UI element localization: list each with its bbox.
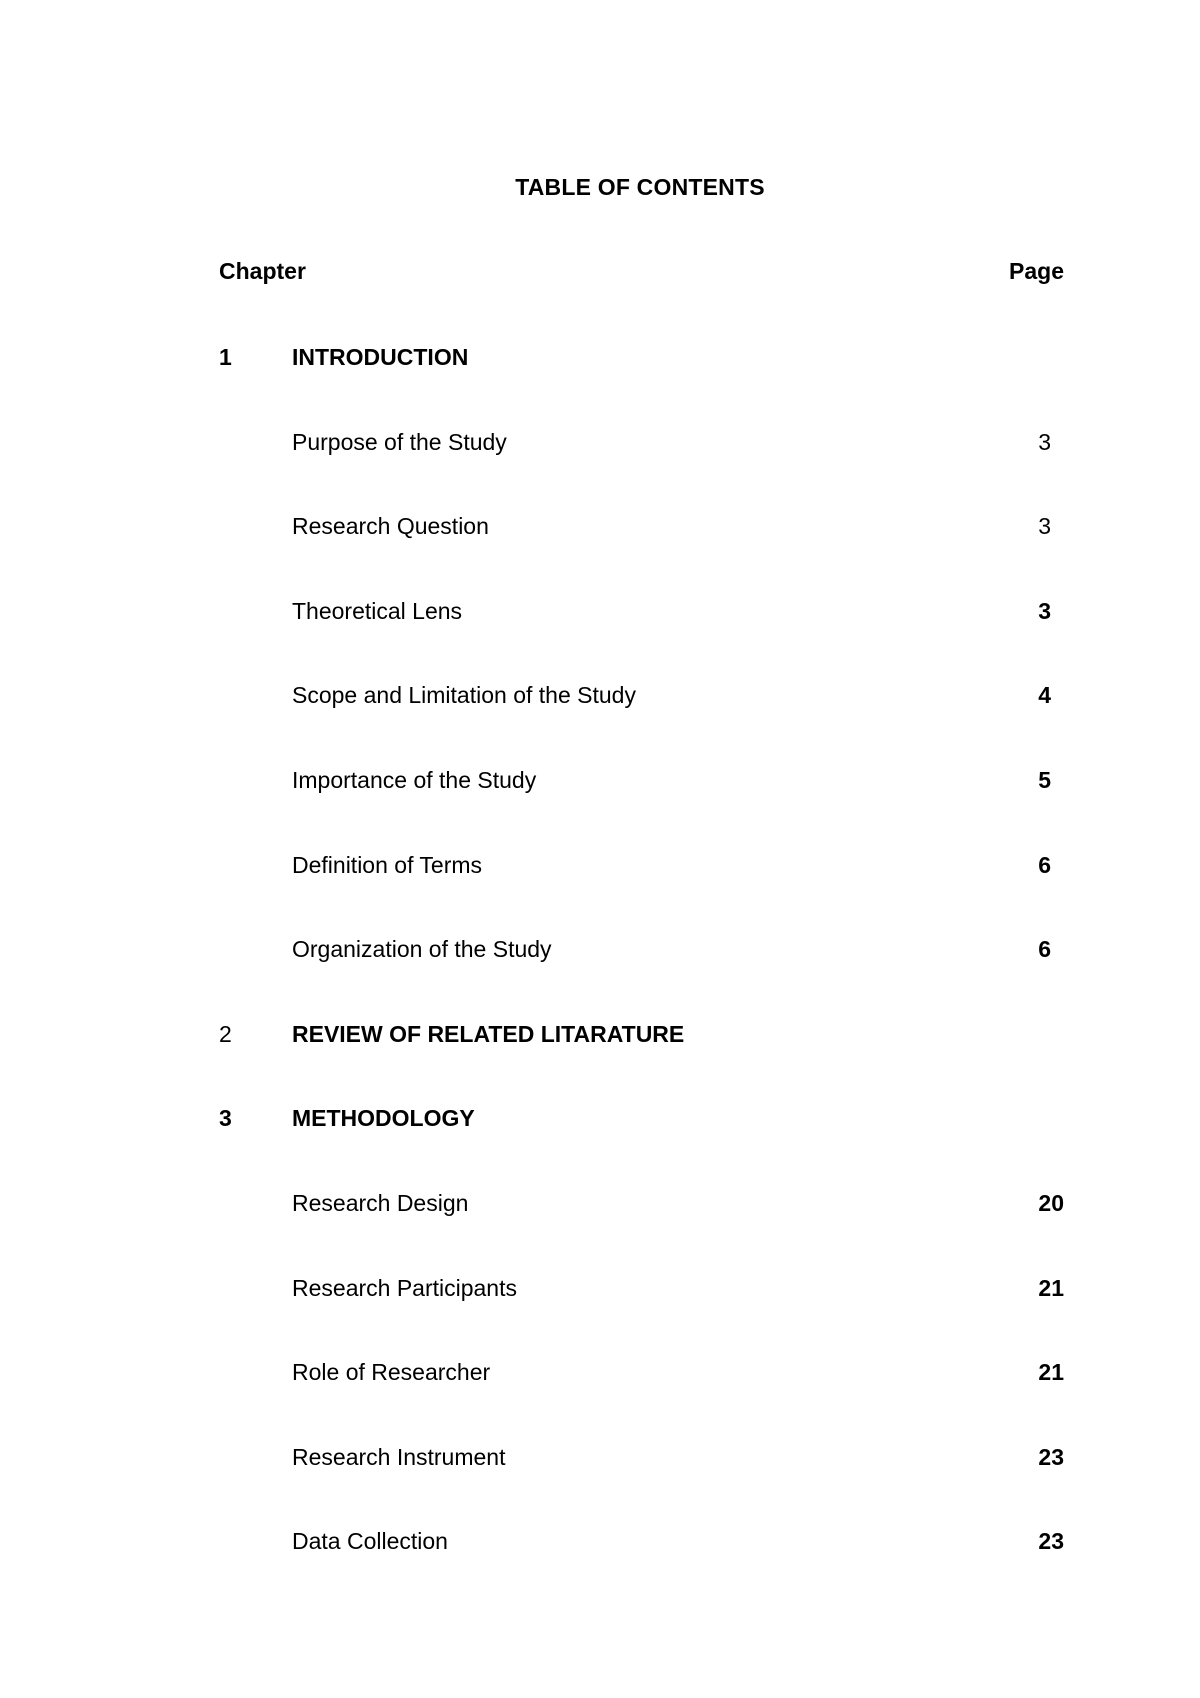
toc-chapter-number: 1 [219,344,232,370]
toc-section-row [219,838,1064,923]
toc-page-number: 3 [1038,513,1051,540]
toc-page-number: 3 [1038,428,1051,455]
toc-section-row [219,1176,1064,1261]
toc-section-title: Scope and Limitation of the Study [292,682,636,709]
toc-section-row [219,668,1064,753]
page-title: TABLE OF CONTENTS [515,174,765,200]
toc-section-title: Organization of the Study [292,936,552,963]
toc-section-row [219,1345,1064,1430]
toc-section-title: Theoretical Lens [292,597,463,624]
toc-section-row [219,415,1064,500]
toc-page-number: 23 [1038,1528,1064,1555]
toc-list [219,330,1064,1599]
toc-page-number: 6 [1038,851,1051,878]
toc-section-title: Research Question [292,513,489,540]
toc-chapter-row [219,1007,1064,1092]
toc-page-number: 21 [1038,1359,1064,1386]
toc-section-title: Definition of Terms [292,851,483,878]
toc-chapter-row [219,330,1064,415]
toc-section-title: Research Instrument [292,1443,506,1470]
toc-section-row [219,753,1064,838]
toc-section-row [219,1430,1064,1515]
toc-chapter-title: METHODOLOGY [292,1105,475,1132]
toc-section-title: Role of Researcher [292,1359,491,1386]
toc-chapter-title: REVIEW OF RELATED LITARATURE [292,1020,685,1047]
page-column-header: Page [1009,258,1064,284]
toc-page-number: 6 [1038,936,1051,963]
toc-section-row [219,1514,1064,1599]
toc-section-title: Purpose of the Study [292,428,507,455]
toc-chapter-title: INTRODUCTION [292,344,469,370]
toc-section-row [219,499,1064,584]
toc-chapter-number: 2 [219,1020,232,1047]
toc-section-title: Data Collection [292,1528,448,1555]
toc-page-number: 5 [1038,766,1051,793]
toc-page-number: 3 [1038,597,1051,624]
toc-section-row [219,584,1064,669]
toc-page-number: 20 [1038,1189,1064,1216]
toc-section-row [219,1261,1064,1346]
toc-chapter-row [219,1091,1064,1176]
toc-section-title: Importance of the Study [292,766,537,793]
toc-section-row [219,922,1064,1007]
toc-page-number: 21 [1038,1274,1064,1301]
toc-section-title: Research Participants [292,1274,517,1301]
toc-page-number: 23 [1038,1443,1064,1470]
toc-page-number: 4 [1038,682,1051,709]
toc-chapter-number: 3 [219,1105,232,1132]
toc-section-title: Research Design [292,1189,469,1216]
chapter-column-header: Chapter [219,258,306,284]
